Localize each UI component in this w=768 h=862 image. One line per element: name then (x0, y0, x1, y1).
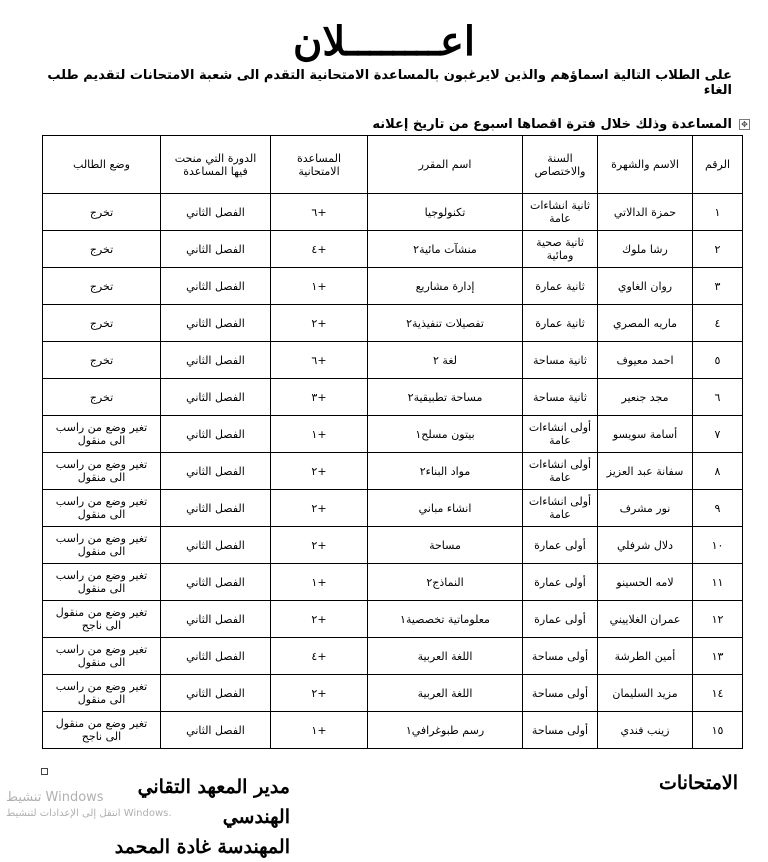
cell-course: رسم طبوغرافي١ (368, 712, 523, 749)
cell-term: الفصل الثاني (161, 194, 271, 231)
cell-term: الفصل الثاني (161, 564, 271, 601)
cell-name: أمين الطرشة (598, 638, 693, 675)
header-course: اسم المقرر (368, 136, 523, 194)
cell-year: أولى مساحة (523, 638, 598, 675)
cell-year: أولى انشاءات عامة (523, 490, 598, 527)
table-row (43, 601, 743, 638)
cell-name: نور مشرف (598, 490, 693, 527)
cell-aid: +٢ (271, 527, 368, 564)
windows-activation-watermark (6, 790, 172, 822)
cell-course: اللغة العربية (368, 675, 523, 712)
cell-course: مساحة تطبيقية٢ (368, 379, 523, 416)
table-header-row (43, 136, 743, 194)
header-status: وضع الطالب (43, 136, 161, 194)
cell-aid: +٦ (271, 342, 368, 379)
cell-num: ١١ (693, 564, 743, 601)
cell-course: لغة ٢ (368, 342, 523, 379)
table-row (43, 712, 743, 749)
cell-aid: +٢ (271, 601, 368, 638)
table-row (43, 527, 743, 564)
cell-year: ثانية صحية ومائية (523, 231, 598, 268)
intro-line-1: على الطلاب التالية اسماؤهم والذين لايرغبون بالمساعدة الامتحانية التقدم الى شعبة الامتحانات لتقديم طلب الغاء (47, 68, 732, 98)
cell-num: ١٥ (693, 712, 743, 749)
director-name: المهندسة غادة المحمد (114, 836, 290, 858)
cell-aid: +٢ (271, 453, 368, 490)
cell-course: تفصيلات تنفيذية٢ (368, 305, 523, 342)
cell-status: تغير وضع من راسب الى منقول (43, 675, 161, 712)
cell-aid: +٢ (271, 675, 368, 712)
cell-status: تخرج (43, 379, 161, 416)
cell-course: النماذج٢ (368, 564, 523, 601)
director-title: مدير المعهد التقاني الهندسي (137, 776, 290, 828)
cell-status: تغير وضع من منقول الى ناجح (43, 712, 161, 749)
cell-course: اللغة العربية (368, 638, 523, 675)
cell-num: ٧ (693, 416, 743, 453)
table-row (43, 194, 743, 231)
table-move-handle-icon[interactable]: ✥ (739, 119, 750, 130)
cell-term: الفصل الثاني (161, 379, 271, 416)
cell-name: سفانة عبد العزيز (598, 453, 693, 490)
cell-term: الفصل الثاني (161, 342, 271, 379)
cell-status: تغير وضع من راسب الى منقول (43, 453, 161, 490)
cell-year: ثانية عمارة (523, 268, 598, 305)
cell-status: تخرج (43, 268, 161, 305)
cell-year: أولى انشاءات عامة (523, 453, 598, 490)
cell-year: أولى مساحة (523, 675, 598, 712)
cell-num: ٦ (693, 379, 743, 416)
cell-term: الفصل الثاني (161, 416, 271, 453)
cell-status: تغير وضع من راسب الى منقول (43, 638, 161, 675)
cell-name: رشا ملوك (598, 231, 693, 268)
cell-status: تخرج (43, 305, 161, 342)
table-row (43, 305, 743, 342)
cell-status: تغير وضع من راسب الى منقول (43, 490, 161, 527)
table-row (43, 490, 743, 527)
intro-line-2: المساعدة وذلك خلال فترة اقصاها اسبوع من تاريخ إعلانه (372, 117, 732, 132)
cell-num: ٣ (693, 268, 743, 305)
cell-course: انشاء مباني (368, 490, 523, 527)
cell-name: عمران الغلاييني (598, 601, 693, 638)
cell-status: تخرج (43, 194, 161, 231)
cell-num: ٩ (693, 490, 743, 527)
cell-year: ثانية عمارة (523, 305, 598, 342)
cell-aid: +٢ (271, 305, 368, 342)
header-year: السنة والاختصاص (523, 136, 598, 194)
cell-name: لامه الحسينو (598, 564, 693, 601)
cell-name: زينب فندي (598, 712, 693, 749)
cell-year: أولى مساحة (523, 712, 598, 749)
cell-term: الفصل الثاني (161, 268, 271, 305)
cell-num: ١٤ (693, 675, 743, 712)
cell-name: حمزة الدالاتي (598, 194, 693, 231)
cell-course: مواد البناء٢ (368, 453, 523, 490)
cell-aid: +٢ (271, 490, 368, 527)
cell-name: دلال شرفلي (598, 527, 693, 564)
cell-num: ١ (693, 194, 743, 231)
cell-course: معلوماتية تخصصية١ (368, 601, 523, 638)
cell-num: ٤ (693, 305, 743, 342)
cell-status: تغير وضع من راسب الى منقول (43, 416, 161, 453)
table-body (43, 194, 743, 749)
cell-status: تغير وضع من راسب الى منقول (43, 527, 161, 564)
exams-signature: الامتحانات (658, 772, 738, 794)
table-row (43, 453, 743, 490)
cell-num: ١٢ (693, 601, 743, 638)
table-row (43, 268, 743, 305)
cell-name: مجد جنعير (598, 379, 693, 416)
cell-term: الفصل الثاني (161, 231, 271, 268)
cell-year: ثانية انشاءات عامة (523, 194, 598, 231)
cell-term: الفصل الثاني (161, 712, 271, 749)
cell-num: ١٣ (693, 638, 743, 675)
cell-year: أولى عمارة (523, 527, 598, 564)
header-num: الرقم (693, 136, 743, 194)
paragraph-end-marker (41, 768, 48, 775)
cell-aid: +١ (271, 712, 368, 749)
cell-year: أولى انشاءات عامة (523, 416, 598, 453)
cell-status: تغير وضع من راسب الى منقول (43, 564, 161, 601)
header-name: الاسم والشهرة (598, 136, 693, 194)
cell-year: أولى عمارة (523, 564, 598, 601)
cell-term: الفصل الثاني (161, 490, 271, 527)
cell-name: ماريه المصري (598, 305, 693, 342)
cell-course: إدارة مشاريع (368, 268, 523, 305)
cell-term: الفصل الثاني (161, 675, 271, 712)
cell-num: ٨ (693, 453, 743, 490)
table-row (43, 342, 743, 379)
cell-aid: +٤ (271, 231, 368, 268)
watermark-subtitle: انتقل إلى الإعدادات لتنشيط Windows. (6, 808, 172, 819)
cell-year: أولى عمارة (523, 601, 598, 638)
cell-aid: +٤ (271, 638, 368, 675)
header-term: الدورة التي منحت فيها المساعدة (161, 136, 271, 194)
cell-status: تخرج (43, 342, 161, 379)
cell-aid: +٦ (271, 194, 368, 231)
cell-course: بيتون مسلح١ (368, 416, 523, 453)
cell-year: ثانية مساحة (523, 379, 598, 416)
cell-num: ٢ (693, 231, 743, 268)
cell-status: تخرج (43, 231, 161, 268)
cell-name: روان الغاوي (598, 268, 693, 305)
cell-name: مزيد السليمان (598, 675, 693, 712)
watermark-title: تنشيط Windows (6, 790, 104, 805)
cell-name: أسامة سويسو (598, 416, 693, 453)
cell-term: الفصل الثاني (161, 527, 271, 564)
table-row (43, 379, 743, 416)
table-row (43, 416, 743, 453)
cell-course: تكنولوجيا (368, 194, 523, 231)
cell-term: الفصل الثاني (161, 305, 271, 342)
cell-num: ٥ (693, 342, 743, 379)
cell-aid: +١ (271, 268, 368, 305)
cell-term: الفصل الثاني (161, 601, 271, 638)
table-row (43, 638, 743, 675)
announcement-title: اعــــــــلان (293, 18, 475, 65)
header-aid: المساعدة الامتحانية (271, 136, 368, 194)
table-row (43, 231, 743, 268)
table-row (43, 564, 743, 601)
cell-status: تغير وضع من منقول الى ناجح (43, 601, 161, 638)
cell-name: احمد معيوف (598, 342, 693, 379)
cell-term: الفصل الثاني (161, 453, 271, 490)
table-row (43, 675, 743, 712)
cell-aid: +١ (271, 564, 368, 601)
students-table (42, 135, 743, 749)
cell-year: ثانية مساحة (523, 342, 598, 379)
cell-aid: +١ (271, 416, 368, 453)
cell-course: مساحة (368, 527, 523, 564)
cell-num: ١٠ (693, 527, 743, 564)
cell-aid: +٣ (271, 379, 368, 416)
cell-course: منشآت مائية٢ (368, 231, 523, 268)
cell-term: الفصل الثاني (161, 638, 271, 675)
